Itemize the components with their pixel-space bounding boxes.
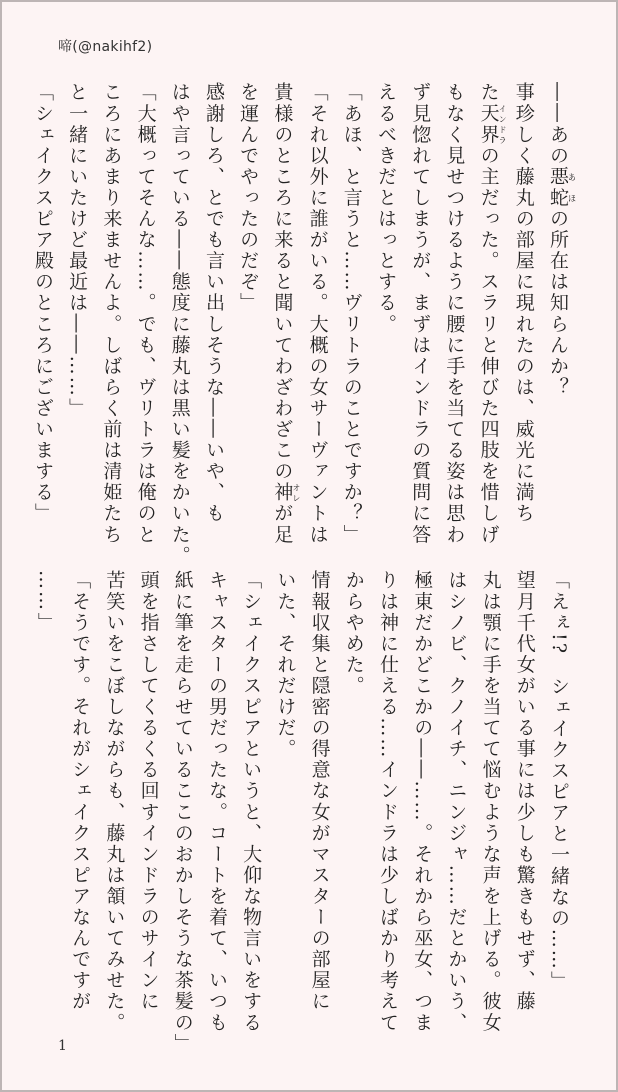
text-line: 丸は顎に手を当てて悩むような声を上げる。彼女 [479, 570, 502, 1034]
bottom-text-block [29, 570, 576, 1055]
text-line: ころにあまり来ませんよ。しばらく前は清姫たち [100, 82, 123, 546]
text-line: 「大概ってそんな……。でも、ヴリトラは俺のと [134, 82, 157, 546]
ruby-annotation: 悪蛇あほ [547, 166, 577, 209]
text-line: ――あの悪蛇あほの所在は知らんか？ [547, 82, 577, 398]
text-line: 極東だかどこかの――……。それから巫女、つま [411, 570, 434, 1034]
text-line: 頭を指さしてくるくる回すインドラのサインに [137, 570, 160, 1013]
text-line: 「シェイクスピアというと、大仰な物言いをする [240, 570, 263, 1034]
page-number: 1 [58, 1038, 67, 1054]
text-line: はシノビ、クノイチ、ニンジャ……だとかいう、 [445, 570, 468, 1034]
text-line: を運んでやったのだぞ」 [237, 82, 260, 314]
text-line: 貴様のところに来ると聞いてわざわざこの神オレが足 [271, 82, 301, 546]
text-line: 苦笑いをこぼしながらも、藤丸は頷いてみせた。 [103, 570, 126, 1034]
top-text-block [26, 82, 577, 567]
text-line: 紙に筆を走らせているここのおかしそうな茶髪の」 [171, 570, 194, 1055]
text-line: 「えぇ!? シェイクスピアと一緒なの……」 [548, 570, 570, 992]
text-line: 「シェイクスピア殿のところにございまする」 [31, 82, 54, 525]
text-line: 「あほ、と言うと……ヴリトラのことですか？」 [340, 82, 363, 546]
text-line: 事珍しく藤丸の部屋に現れたのは、威光に満ち [512, 82, 535, 525]
text-line: もなく見せつけるように腰に手を当てる姿は思わ [443, 82, 466, 546]
text-line: ず見惚れてしまうが、まずはインドラの質問に答 [409, 82, 432, 546]
text-line: た天界インドラの主だった。スラリと伸びた四肢を惜しげ [477, 82, 508, 546]
author-handle: 啼(@nakihf2) [58, 39, 153, 55]
text-line: りは神に仕える……インドラは少しばかり考えて [376, 570, 399, 1034]
text-line: 望月千代女がいる事には少しも驚きもせず、藤 [513, 570, 536, 1013]
text-line: と一緒にいたけど最近は――……」 [66, 82, 89, 419]
ruby-annotation: 天界インドラ [477, 103, 508, 146]
text-line: キャスターの男だったな。コートを着て、いつも [205, 570, 228, 1034]
text-line: えるべきだとはっとする。 [374, 82, 397, 335]
text-line: はや言っている――態度に藤丸は黒い髪をかいた。 [168, 82, 191, 567]
text-line: 情報収集と隠密の得意な女がマスターの部屋に [308, 570, 331, 1013]
text-line: 「そうです。それがシェイクスピアなんですが [69, 570, 92, 1013]
text-line: からやめた。 [342, 570, 365, 697]
text-line: 「それ以外に誰がいる。大概の女サーヴァントは [306, 82, 329, 546]
text-line: いた、それだけだ。 [274, 570, 297, 760]
ruby-annotation: 神オレ [271, 481, 301, 504]
text-line: ……」 [34, 570, 57, 634]
text-line: 感謝しろ、とでも言い出しそうな――いや、も [202, 82, 225, 525]
